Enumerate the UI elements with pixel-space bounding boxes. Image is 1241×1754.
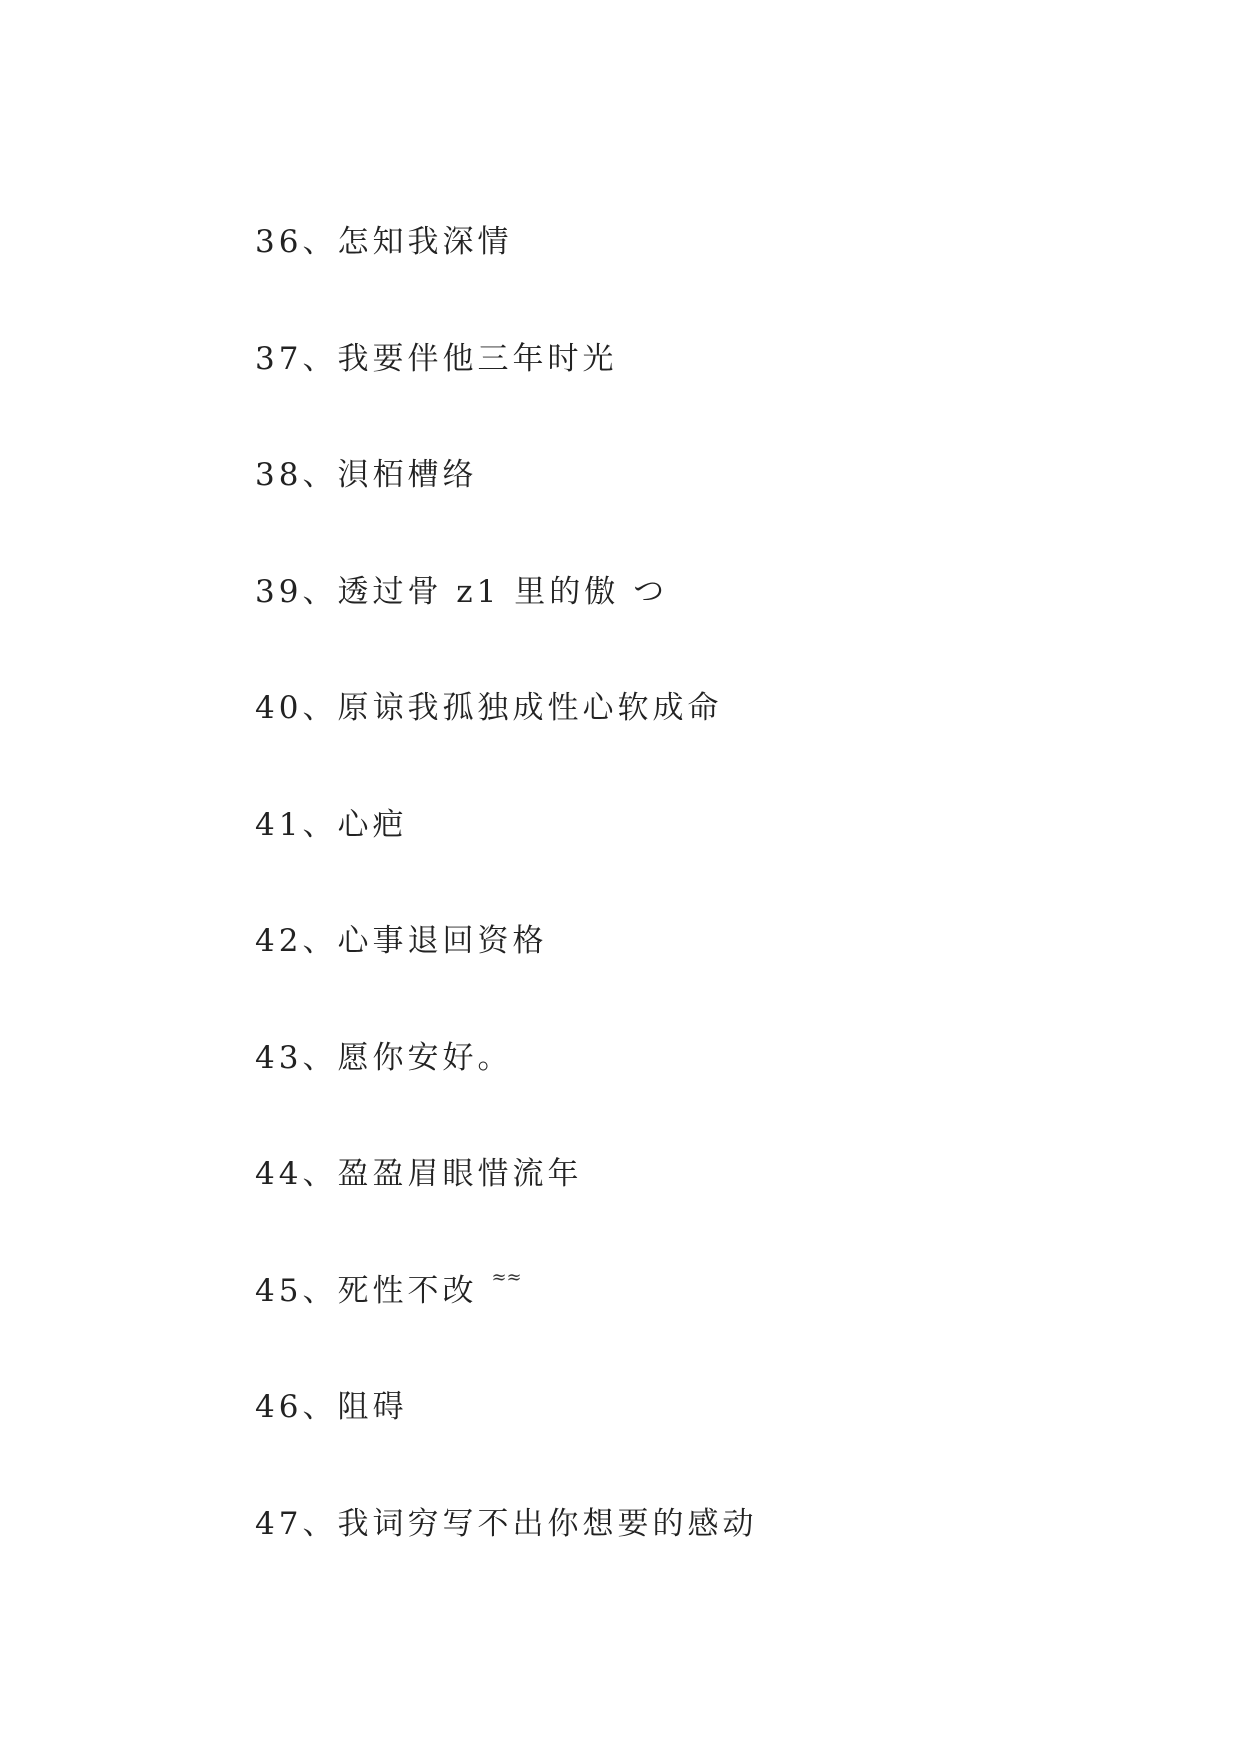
- list-item-text: 41、心疤: [255, 806, 408, 843]
- list-item: [255, 1502, 757, 1619]
- list-item-text: 38、浿栢槽络: [255, 457, 478, 493]
- list-item-text: 44、盈盈眉眼惜流年: [255, 1156, 583, 1192]
- list-item: [255, 220, 757, 337]
- list-item: [255, 337, 757, 454]
- list-item: [255, 1385, 757, 1502]
- list-item-text: 36、怎知我深情: [255, 224, 513, 260]
- list-item: [255, 686, 757, 803]
- list-item-text: 37、我要伴他三年时光: [255, 340, 618, 377]
- list-item-text: 40、原谅我孤独成性心软成命: [255, 690, 723, 726]
- list-item: [255, 1266, 757, 1386]
- list-item-text: 45、死性不改: [255, 1272, 478, 1309]
- list-item-text: 47、我词穷写不出你想要的感动: [255, 1505, 758, 1542]
- list-item: [255, 453, 757, 570]
- wave-mark: ≈≈: [491, 1266, 522, 1288]
- list-item-text: 46、阻碍: [255, 1389, 408, 1425]
- list-item: [255, 570, 757, 687]
- list-item-text: 42、心事退回资格: [255, 923, 548, 959]
- list-item: [255, 803, 757, 920]
- list-item: [255, 1152, 757, 1269]
- numbered-list: [255, 220, 757, 1618]
- list-item: [255, 919, 757, 1036]
- list-item-text: 43、愿你安好。: [255, 1039, 513, 1076]
- list-item-text: 39、透过骨 z1 里的傲 つ: [255, 573, 669, 610]
- list-item: [255, 1036, 757, 1153]
